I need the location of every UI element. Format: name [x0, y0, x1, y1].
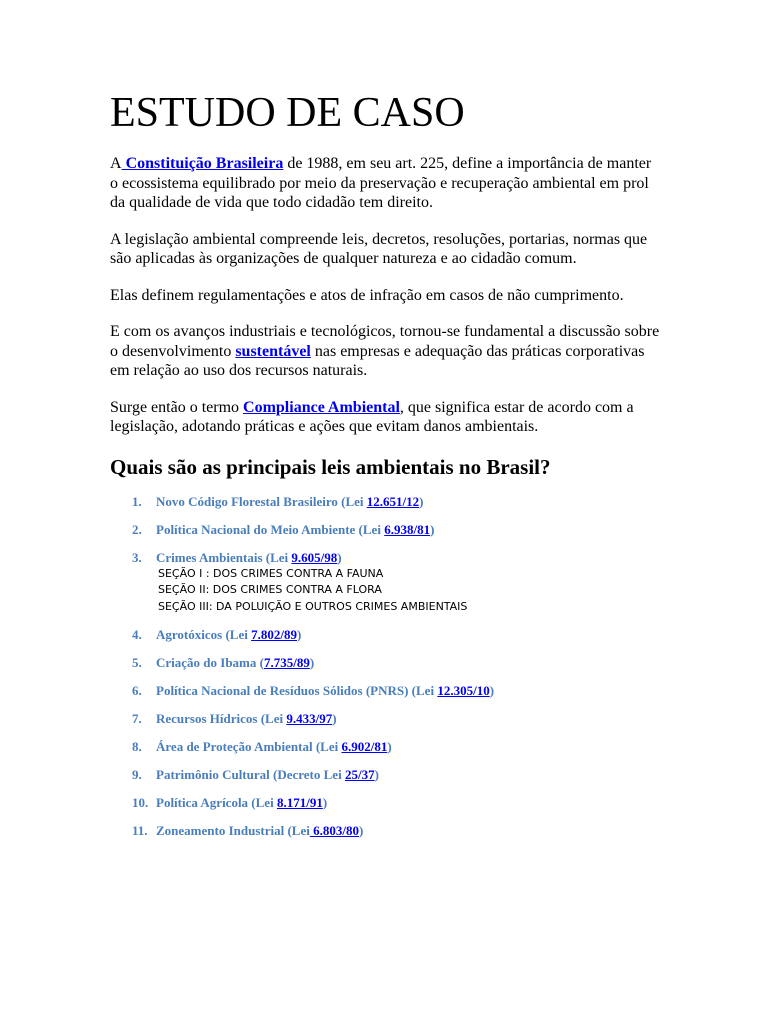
paragraph-text: nas empresas e adequação das práticas corporativas em relação ao uso dos recursos naturais. [110, 342, 645, 379]
list-number: 4. [132, 627, 142, 642]
list-number: 2. [132, 521, 142, 537]
list-item [110, 683, 660, 699]
list-number: 6. [132, 683, 142, 698]
list-item-text: ) [387, 739, 392, 754]
link-constituicao-brasileira[interactable]: Constituição Brasileira [121, 155, 284, 172]
list-item [110, 655, 660, 671]
list-item-text: ) [332, 711, 337, 726]
list-number: 3. [132, 549, 142, 565]
list-number: 7. [132, 711, 142, 726]
section-heading: Quais são as principais leis ambientais no Brasil? [110, 454, 551, 479]
list-number: 9. [132, 767, 142, 782]
law-link[interactable]: 7.735/89 [263, 655, 310, 670]
list-item-text: Crimes Ambientais (Lei [156, 549, 292, 565]
law-link[interactable]: 7.802/89 [251, 627, 297, 642]
list-item [110, 522, 660, 538]
list-item-text: ) [337, 549, 342, 565]
law-link[interactable]: 6.902/81 [341, 739, 388, 754]
list-item [110, 767, 660, 783]
list-item-text: ) [322, 795, 328, 810]
list-item-text: ) [489, 683, 495, 698]
page-title: ESTUDO DE CASO [110, 90, 465, 136]
list-item-text: ) [419, 493, 424, 509]
link-compliance-ambiental[interactable]: Compliance Ambiental [243, 398, 400, 416]
list-item-text: Área de Proteção Ambiental (Lei [156, 739, 342, 754]
list-item-text: ) [430, 521, 435, 537]
link-sustentavel[interactable]: sustentável [235, 342, 311, 360]
list-item-text: ) [309, 655, 315, 670]
list-item [110, 795, 660, 811]
list-item-text: Política Agrícola (Lei [156, 795, 277, 810]
law-link[interactable]: 6.803/80 [309, 823, 359, 838]
law-link[interactable]: 8.171/91 [276, 795, 323, 810]
list-item-text: Patrimônio Cultural (Decreto Lei [156, 767, 345, 782]
list-number: 8. [132, 739, 142, 754]
list-item-text: ) [358, 823, 364, 838]
paragraph-regulations: Elas definem regulamentações e atos de infração em casos de não cumprimento. [110, 286, 624, 304]
list-number: 1. [132, 493, 142, 509]
law-link[interactable]: 12.305/10 [437, 683, 490, 698]
list-item [110, 627, 660, 643]
list-item-text: ) [296, 627, 302, 642]
document-page [110, 88, 660, 851]
list-item-text: Novo Código Florestal Brasileiro (Lei [156, 493, 367, 509]
paragraph-text: Surge então o termo [110, 398, 244, 416]
list-item [110, 550, 660, 616]
law-link[interactable]: 25/37 [344, 767, 375, 782]
paragraph-compliance [110, 398, 660, 437]
paragraph-text: E com os avanços industriais e tecnológicos, tornou-se fundamental a discussão sobre o desenvolvimento [110, 323, 660, 360]
list-item [110, 711, 660, 727]
list-number: 5. [132, 655, 142, 670]
paragraph-text: de 1988, em seu art. 225, define a importância de manter o ecossistema equilibrado por meio da preservação e recuperação ambiental em prol da qualidade de vida que todo cidadão tem direito. [110, 155, 652, 211]
law-link[interactable]: 12.651/12 [366, 493, 420, 509]
paragraph-text: A [110, 155, 122, 172]
subsection-line: SEÇÃO II: DOS CRIMES CONTRA A FLORA [158, 583, 382, 596]
list-item-text: ) [374, 767, 379, 782]
list-item [110, 739, 660, 755]
laws-list [110, 494, 660, 840]
paragraph-legislation: A legislação ambiental compreende leis, decretos, resoluções, portarias, normas que são aplicadas às organizações de qualquer natureza e ao cidadão comum. [110, 230, 648, 267]
law-link[interactable]: 9.433/97 [286, 711, 333, 726]
paragraph-advances [110, 322, 660, 381]
list-item-text: Criação do Ibama ( [156, 655, 264, 670]
list-number: 11. [132, 823, 148, 838]
paragraph-constitution [110, 154, 660, 213]
list-item-text: Zoneamento Industrial (Lei [156, 823, 310, 838]
law-link[interactable]: 6.938/81 [384, 521, 431, 537]
paragraph-text: , que significa estar de acordo com a legislação, adotando práticas e ações que evitam danos ambientais. [110, 398, 634, 435]
list-item-text: Recursos Hídricos (Lei [156, 711, 287, 726]
list-item-text: Política Nacional de Resíduos Sólidos (PNRS) (Lei [156, 683, 438, 698]
list-number: 10. [132, 795, 149, 810]
list-item [110, 494, 660, 510]
list-item-text: Política Nacional do Meio Ambiente (Lei [156, 521, 385, 537]
list-item-text: Agrotóxicos (Lei [156, 627, 252, 642]
law-link[interactable]: 9.605/98 [291, 549, 338, 565]
subsection-line: SEÇÃO III: DA POLUIÇÃO E OUTROS CRIMES AMBIENTAIS [158, 599, 468, 613]
subsection-line: SEÇÃO I : DOS CRIMES CONTRA A FAUNA [158, 566, 384, 580]
list-item [110, 823, 660, 839]
